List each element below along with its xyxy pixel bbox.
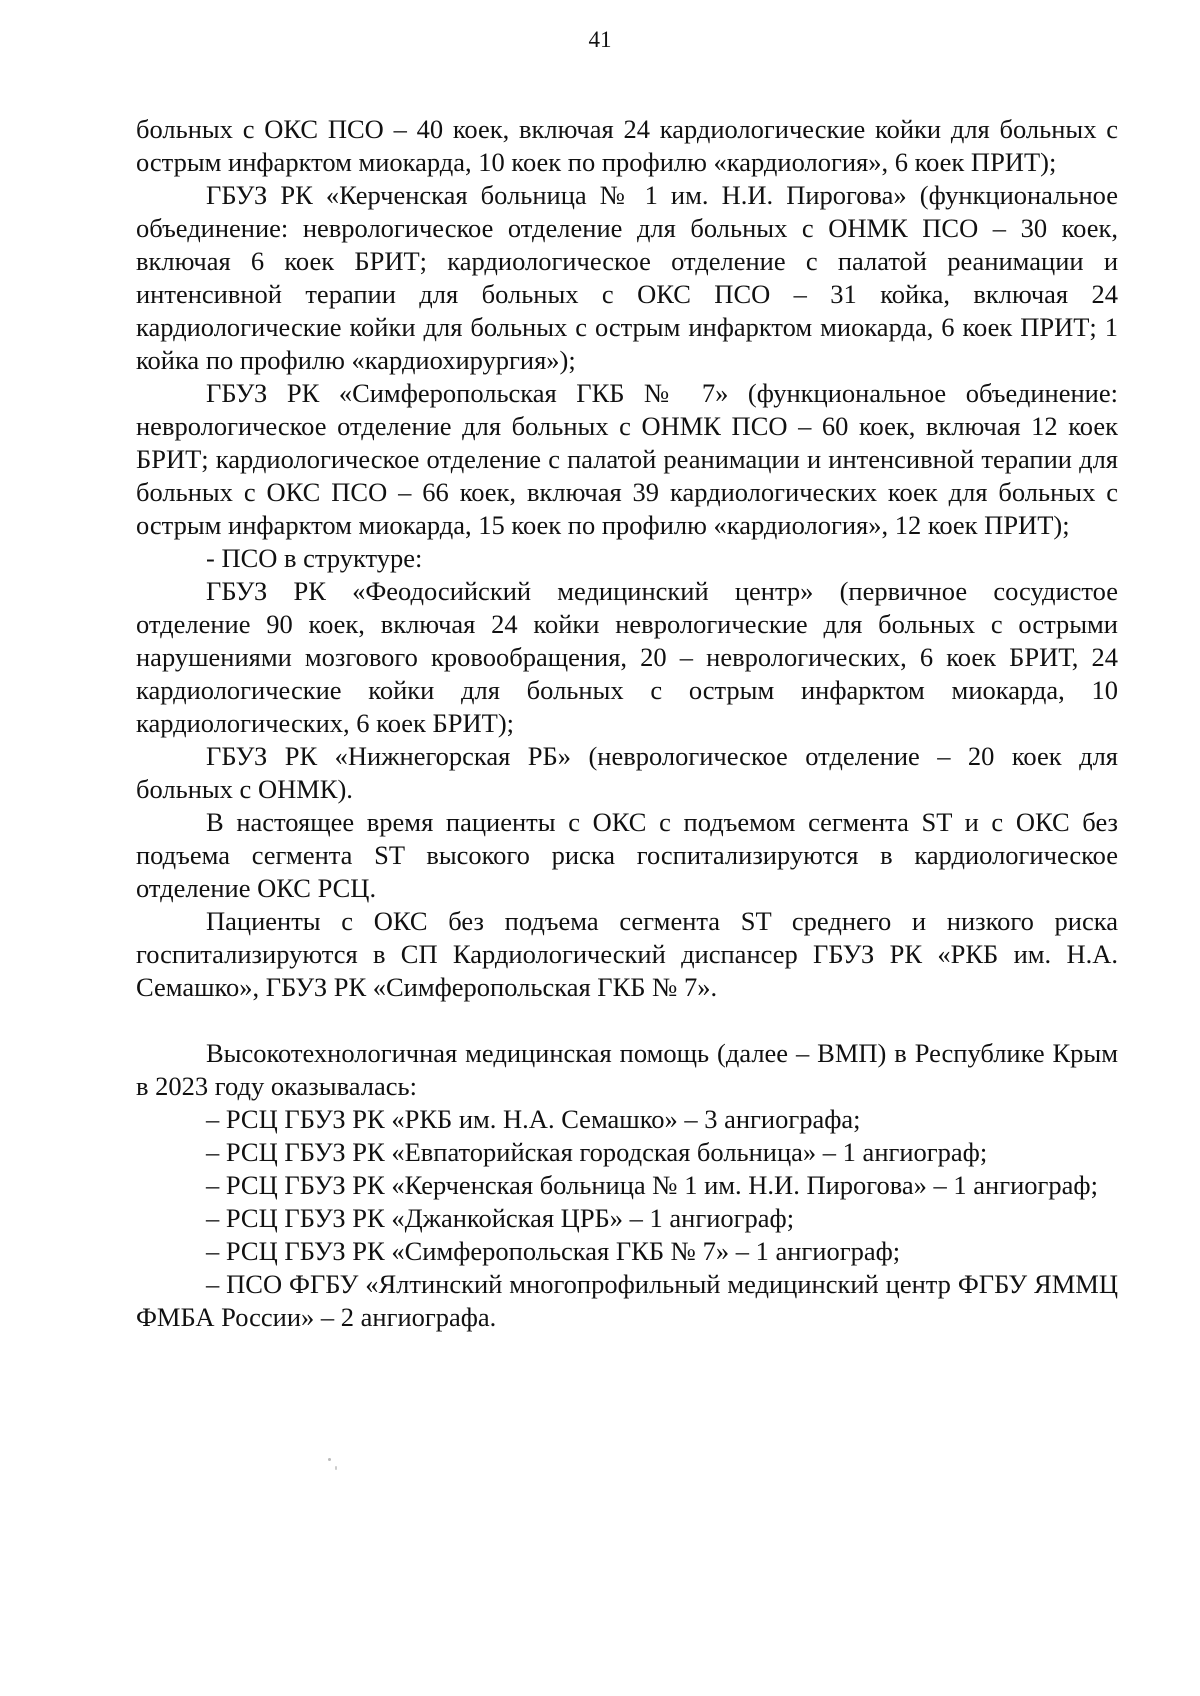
paragraph-vmp-intro: Высокотехнологичная медицинская помощь (далее – ВМП) в Республике Крым в 2023 году оказывалась: (136, 1038, 1118, 1101)
page-number: 41 (588, 27, 612, 52)
paragraph-oks-low-risk: Пациенты с ОКС без подъема сегмента ST среднего и низкого риска госпитализируются в СП Кардиологический диспансер ГБУЗ РК «РКБ им. Н.А. Семашко», ГБУЗ РК «Симферопольская ГКБ № 7». (136, 906, 1118, 1002)
paragraph-simferopol-gkb7: ГБУЗ РК «Симферопольская ГКБ № 7» (функциональное объединение: неврологическое отделение для больных с ОНМК ПСО – 60 коек, включая 12 коек БРИТ; кардиологическое отделение с палатой реанимации и интенсивной терапии для больных с ОКС ПСО – 66 коек, включая 39 кардиологических коек для больных с острым инфарктом миокарда, 15 коек по профилю «кардиология», 12 коек ПРИТ); (136, 378, 1118, 540)
document-body (136, 113, 1118, 1334)
list-item-evpatoria: – РСЦ ГБУЗ РК «Евпаторийская городская больница» – 1 ангиограф; (206, 1137, 988, 1167)
list-item-yalta: – ПСО ФГБУ «Ялтинский многопрофильный медицинский центр ФГБУ ЯММЦ ФМБА России» – 2 ангиографа. (136, 1269, 1118, 1332)
paragraph-gap (136, 1004, 1118, 1037)
scan-speck (328, 1458, 331, 1461)
paragraph-kerch-hospital: ГБУЗ РК «Керченская больница № 1 им. Н.И. Пирогова» (функциональное объединение: неврологическое отделение для больных с ОНМК ПСО – 30 коек, включая 6 коек БРИТ; кардиологическое отделение с палатой реанимации и интенсивной терапии для больных с ОКС ПСО – 31 койка, включая 24 кардиологические койки для больных с острым инфарктом миокарда, 6 коек ПРИТ; 1 койка по профилю «кардиохирургия»); (136, 180, 1118, 375)
list-item-rkb-semashko: – РСЦ ГБУЗ РК «РКБ им. Н.А. Семашко» – 3 ангиографа; (206, 1104, 861, 1134)
paragraph-oks-st-hospitalization: В настоящее время пациенты с ОКС с подъемом сегмента ST и с ОКС без подъема сегмента ST высокого риска госпитализируются в кардиологическое отделение ОКС РСЦ. (136, 807, 1118, 903)
scan-speck (335, 1466, 337, 1470)
paragraph-nizhnegorsk-rb: ГБУЗ РК «Нижнегорская РБ» (неврологическое отделение – 20 коек для больных с ОНМК). (136, 741, 1118, 804)
paragraph-continuation: больных с ОКС ПСО – 40 коек, включая 24 кардиологические койки для больных с острым инфарктом миокарда, 10 коек по профилю «кардиология», 6 коек ПРИТ); (136, 114, 1118, 177)
list-item-kerch: – РСЦ ГБУЗ РК «Керченская больница № 1 им. Н.И. Пирогова» – 1 ангиограф; (206, 1170, 1098, 1200)
paragraph-pso-structure-heading: - ПСО в структуре: (206, 543, 423, 573)
paragraph-feodosia-center: ГБУЗ РК «Феодосийский медицинский центр» (первичное сосудистое отделение 90 коек, включая 24 койки неврологические для больных с острыми нарушениями мозгового кровообращения, 20 – неврологических, 6 коек БРИТ, 24 кардиологические койки для больных с острым инфарктом миокарда, 10 кардиологических, 6 коек БРИТ); (136, 576, 1118, 738)
list-item-dzhankoy: – РСЦ ГБУЗ РК «Джанкойская ЦРБ» – 1 ангиограф; (206, 1203, 795, 1233)
list-item-simferopol: – РСЦ ГБУЗ РК «Симферопольская ГКБ № 7» – 1 ангиограф; (206, 1236, 901, 1266)
